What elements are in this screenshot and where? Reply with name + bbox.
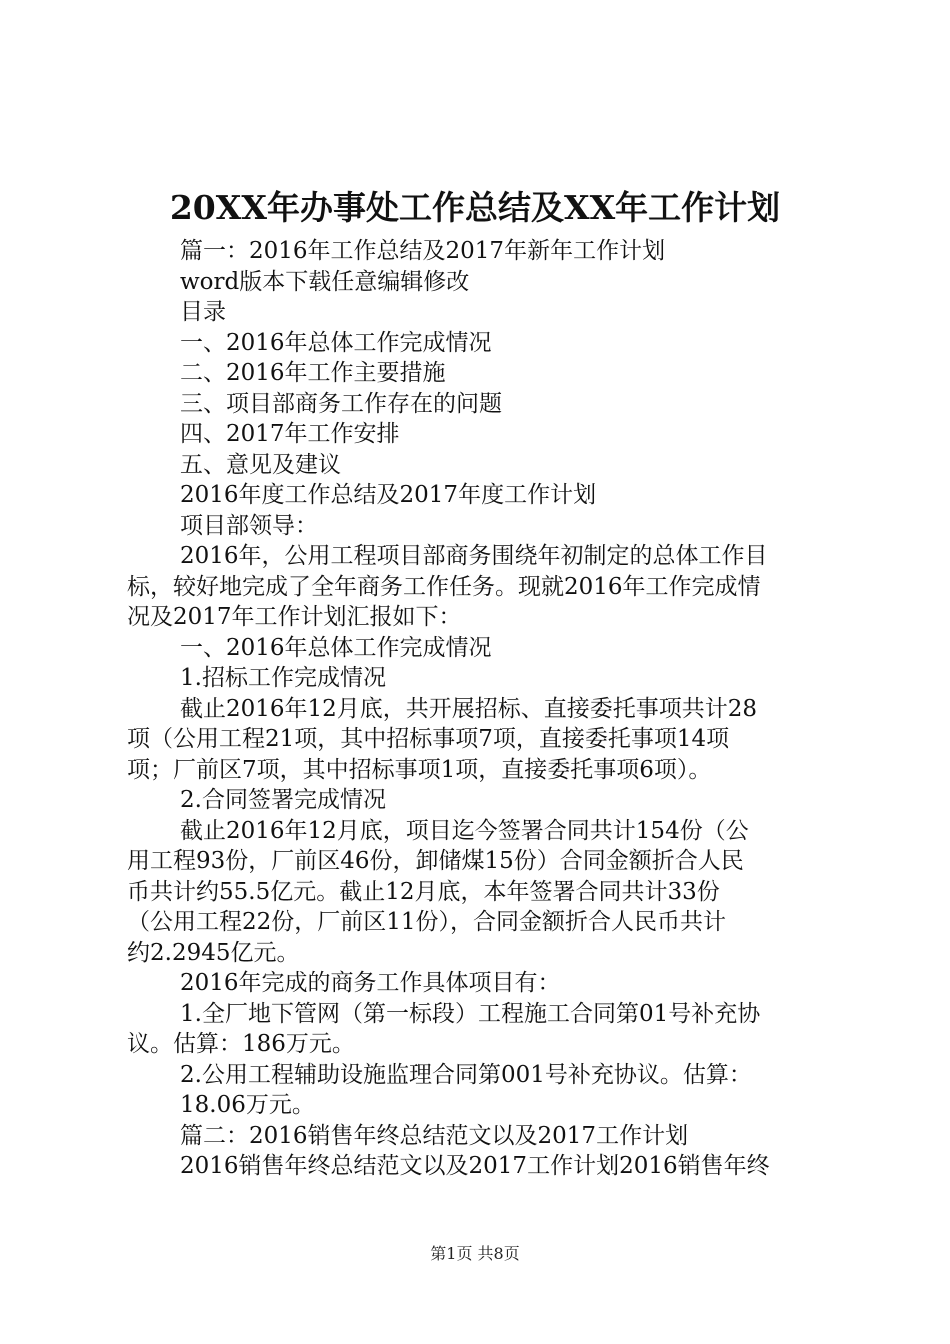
body-line: 项；厂前区7项，其中招标事项1项，直接委托事项6项）。	[127, 756, 712, 783]
body-line: 截止2016年12月底，项目迄今签署合同共计154份（公	[180, 817, 749, 844]
body-line: 篇二：2016销售年终总结范文以及2017工作计划	[180, 1122, 689, 1149]
body-line: 币共计约55.5亿元。截止12月底，本年签署合同共计33份	[127, 878, 720, 905]
body-line: 篇一：2016年工作总结及2017年新年工作计划	[180, 238, 666, 264]
document-body	[127, 236, 835, 1182]
body-line: 一、2016年总体工作完成情况	[180, 634, 492, 661]
body-line: 2016年完成的商务工作具体项目有：	[180, 970, 561, 996]
body-line: word版本下载任意编辑修改	[180, 268, 470, 295]
body-line: 1.全厂地下管网（第一标段）工程施工合同第01号补充协	[180, 1000, 761, 1027]
body-line: 一、2016年总体工作完成情况	[180, 329, 492, 356]
body-line: 2.公用工程辅助设施监理合同第001号补充协议。估算：	[180, 1061, 752, 1088]
body-line: 目录	[180, 299, 226, 325]
body-line: 五、意见及建议	[180, 451, 341, 478]
body-line: （公用工程22份，厂前区11份），合同金额折合人民币共计	[127, 909, 727, 935]
body-line: 2016年度工作总结及2017年度工作计划	[180, 482, 597, 508]
body-line: 2016销售年终总结范文以及2017工作计划2016销售年终	[180, 1153, 770, 1179]
body-line: 1.招标工作完成情况	[180, 665, 386, 691]
body-line: 18.06万元。	[180, 1092, 315, 1118]
body-line: 2016年，公用工程项目部商务围绕年初制定的总体工作目	[180, 543, 768, 569]
body-line: 三、项目部商务工作存在的问题	[180, 390, 502, 417]
body-line: 四、2017年工作安排	[180, 421, 400, 447]
body-line: 议。估算：186万元。	[127, 1031, 355, 1057]
page-footer: 第1页 共8页	[430, 1244, 520, 1263]
body-line: 约2.2945亿元。	[127, 939, 300, 966]
body-line: 标，较好地完成了全年商务工作任务。现就2016年工作完成情	[127, 573, 761, 600]
body-line: 截止2016年12月底，共开展招标、直接委托事项共计28	[180, 695, 758, 722]
body-line: 二、2016年工作主要措施	[180, 360, 446, 386]
body-line: 项（公用工程21项，其中招标事项7项，直接委托事项14项	[127, 726, 730, 752]
body-line: 2.合同签署完成情况	[180, 787, 386, 813]
body-line: 况及2017年工作计划汇报如下：	[127, 604, 462, 630]
body-line: 项目部领导：	[180, 512, 318, 539]
body-line: 用工程93份，厂前区46份，卸储煤15份）合同金额折合人民	[127, 848, 744, 874]
document-title: 20XX年办事处工作总结及XX年工作计划	[169, 188, 781, 227]
